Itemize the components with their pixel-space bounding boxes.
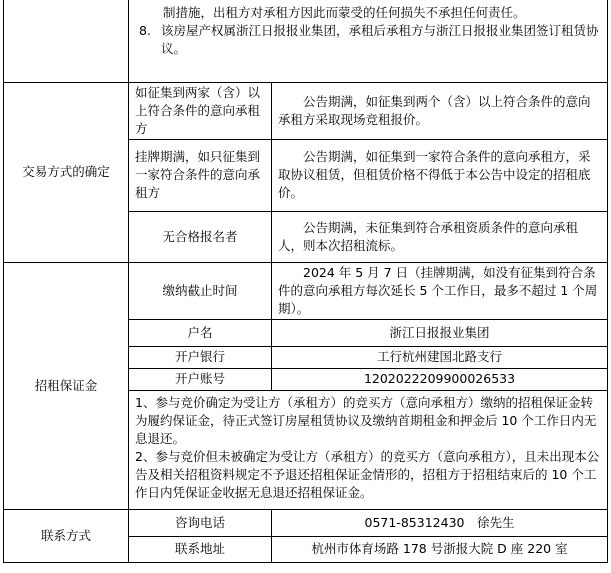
transaction-method: 公告期满，未征集到符合承租资质条件的意向承租人，则本次招租流标。 [272,211,608,262]
transaction-condition: 如征集到两家（含）以上符合条件的意向承租方 [129,82,272,139]
deposit-label: 招租保证金 [4,262,129,509]
phone-row [4,509,608,536]
bank-value: 工行杭州建国北路支行 [272,346,608,368]
contact-label: 联系方式 [4,509,129,562]
transaction-condition: 挂牌期满，如只征集到一家符合条件的意向承租方 [129,139,272,211]
phone-label: 咨询电话 [129,509,272,536]
phone-value: 0571-85312430 徐先生 [272,509,608,536]
deposit-deadline-row [4,262,608,319]
address-label: 联系地址 [129,536,272,562]
account-name-label: 户名 [129,319,272,346]
clause-item-text: 该房屋产权属浙江日报报业集团，承租后承租方与浙江日报报业集团签订租赁协议。 [161,23,599,56]
clause-item-8 [139,22,601,58]
clause-row [4,0,608,82]
account-name-value: 浙江日报报业集团 [272,319,608,346]
account-no-value: 1202022209900026533 [272,368,608,390]
account-no-label: 开户账号 [129,368,272,390]
deposit-note: 2、参与竞价但未被确定为受让方（承租方）的竞买方（意向承租方），且未出现本公告及相关招租资料规定不予退还招租保证金情形的，招租方于招租结束后的 10 个工作日内凭保证金收据无息退还招租保证金。 [135,448,600,500]
deposit-note: 1、参与竞价确定为受让方（承租方）的竞买方（意向承租方）缴纳的招租保证金转为履约保证金，待正式签订房屋租赁协议及缴纳首期租金和押金后 10 个工作日内无息退还。 [135,394,597,446]
transaction-method: 公告期满，如征集到一家符合条件的意向承租方，采取协议租赁，但租赁价格不得低于本公告中设定的招租底价。 [272,139,608,211]
deadline-label: 缴纳截止时间 [129,262,272,319]
clause-item-number: 8. [139,23,151,38]
transaction-method: 公告期满，如征集到两个（含）以上符合条件的意向承租方采取现场竞租报价。 [272,82,608,139]
transaction-condition: 无合格报名者 [129,211,272,262]
clause-continuation: 制措施，出租方对承租方因此而蒙受的任何损失不承担任何责任。 [163,5,526,20]
notice-table [3,0,608,563]
transaction-row [4,82,608,139]
bank-label: 开户银行 [129,346,272,368]
deadline-value: 2024 年 5 月 7 日（挂牌期满，如没有征集到符合条件的意向承租方每次延长 5 个工作日，最多不超过 1 个周期）。 [272,262,608,319]
address-value: 杭州市体育场路 178 号浙报大院 D 座 220 室 [272,536,608,562]
transaction-label: 交易方式的确定 [4,82,129,262]
